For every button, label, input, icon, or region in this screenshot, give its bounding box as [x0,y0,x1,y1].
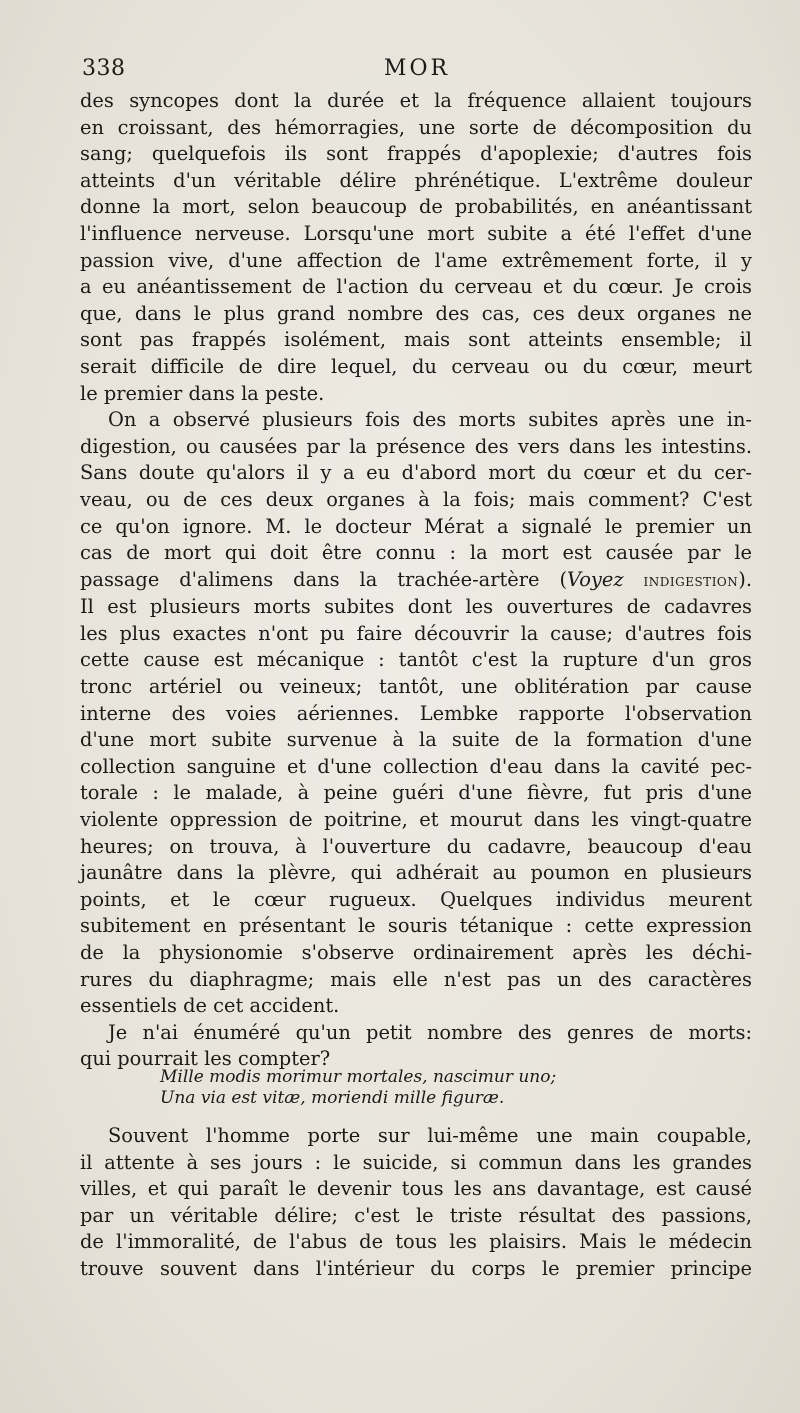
page-header [82,56,752,86]
text-line: veau, ou de ces deux organes à la fois; mais comment? C'est [80,487,752,511]
text-line: cette cause est mécanique : tantôt c'est la rupture d'un gros [80,648,752,672]
text-line: a eu anéantissement de l'action du cerveau et du cœur. Je crois [80,275,752,299]
text-line: jaunâtre dans la plèvre, qui adhérait au poumon en plusieurs [80,861,752,885]
text-line: cas de mort qui doit être connu : la mort est causée par le [80,541,752,565]
quote-line: Mille modis morimur mortales, nascimur uno; [160,1067,557,1087]
running-head: MOR [383,56,451,81]
text-line: Souvent l'homme porte sur lui-même une main coupable, [108,1124,752,1147]
text-line: il attente à ses jours : le suicide, si commun dans les grandes [80,1150,752,1174]
text-line: points, et le cœur rugueux. Quelques individus meurent [80,887,752,911]
text-line: villes, et qui paraît le devenir tous les ans davantage, est causé [80,1177,752,1201]
text-line: de la physionomie s'observe ordinairement après les déchi- [80,941,752,964]
ref-text-before: passage d'alimens dans la trachée-artère ( [80,567,568,591]
text-line: atteints d'un véritable délire phrénétique. L'extrême douleur [80,168,752,192]
text-line: On a observé plusieurs fois des morts subites après une in- [108,408,752,432]
text-line: subitement en présentant le souris tétanique : cette expression [80,914,752,938]
text-line: sang; quelquefois ils sont frappés d'apoplexie; d'autres fois [80,142,752,166]
text-line: digestion, ou causées par la présence des vers dans les intestins. [80,434,752,458]
page-number: 338 [82,56,126,81]
text-line: rures du diaphragme; mais elle n'est pas un des caractères [80,967,752,991]
text-line: l'influence nerveuse. Lorsqu'une mort subite a été l'effet d'une [80,221,752,245]
text-line: heures; on trouva, à l'ouverture du cadavre, beaucoup d'eau [80,834,752,858]
cross-reference-link[interactable]: indigestion [643,570,739,591]
ref-voyez: Voyez [567,567,624,591]
text-line: trouve souvent dans l'intérieur du corps le premier principe [80,1256,752,1280]
text-line: Sans doute qu'alors il y a eu d'abord mort du cœur et du cer- [80,461,752,485]
ref-text-after: ). [738,567,752,591]
text-line: passion vive, d'une affection de l'ame extrêmement forte, il y [80,248,752,272]
text-line: interne des voies aériennes. Lembke rapporte l'observation [80,701,752,725]
closing-paragraph [80,1123,752,1283]
text-line: essentiels de cet accident. [80,994,340,1018]
text-line: d'une mort subite survenue à la suite de la formation d'une [80,728,752,752]
text-line: donne la mort, selon beaucoup de probabilités, en anéantissant [80,195,752,219]
text-line: Je n'ai énuméré qu'un petit nombre des genres de morts: [108,1020,752,1044]
text-line: le premier dans la peste. [80,381,325,405]
quote-line: Una via est vitæ, moriendi mille figuræ. [160,1088,505,1108]
text-line: de l'immoralité, de l'abus de tous les plaisirs. Mais le médecin [80,1230,752,1254]
text-line: tronc artériel ou veineux; tantôt, une oblitération par cause [80,675,752,699]
text-line: ce qu'on ignore. M. le docteur Mérat a signalé le premier un [80,514,752,538]
text-line: des syncopes dont la durée et la fréquence allaient toujours [80,89,752,112]
reference-line [80,567,752,595]
text-line: violente oppression de poitrine, et mourut dans les vingt-quatre [80,808,752,832]
text-line: Il est plusieurs morts subites dont les ouvertures de cadavres [80,595,752,619]
latin-quotation [160,1067,620,1109]
text-line: sont pas frappés isolément, mais sont atteints ensemble; il [80,328,752,352]
main-text [80,88,752,1073]
text-line: les plus exactes n'ont pu faire découvrir la cause; d'autres fois [80,621,752,645]
text-line: torale : le malade, à peine guéri d'une fièvre, fut pris d'une [80,781,752,805]
text-line: qui pourrait les compter? [80,1047,331,1071]
text-line: collection sanguine et d'une collection d'eau dans la cavité pec- [80,754,752,778]
text-line: que, dans le plus grand nombre des cas, ces deux organes ne [80,301,752,325]
text-line: en croissant, des hémorragies, une sorte de décomposition du [80,115,752,139]
text-line: par un véritable délire; c'est le triste résultat des passions, [80,1203,752,1227]
text-line: serait difficile de dire lequel, du cerveau ou du cœur, meurt [80,354,752,378]
